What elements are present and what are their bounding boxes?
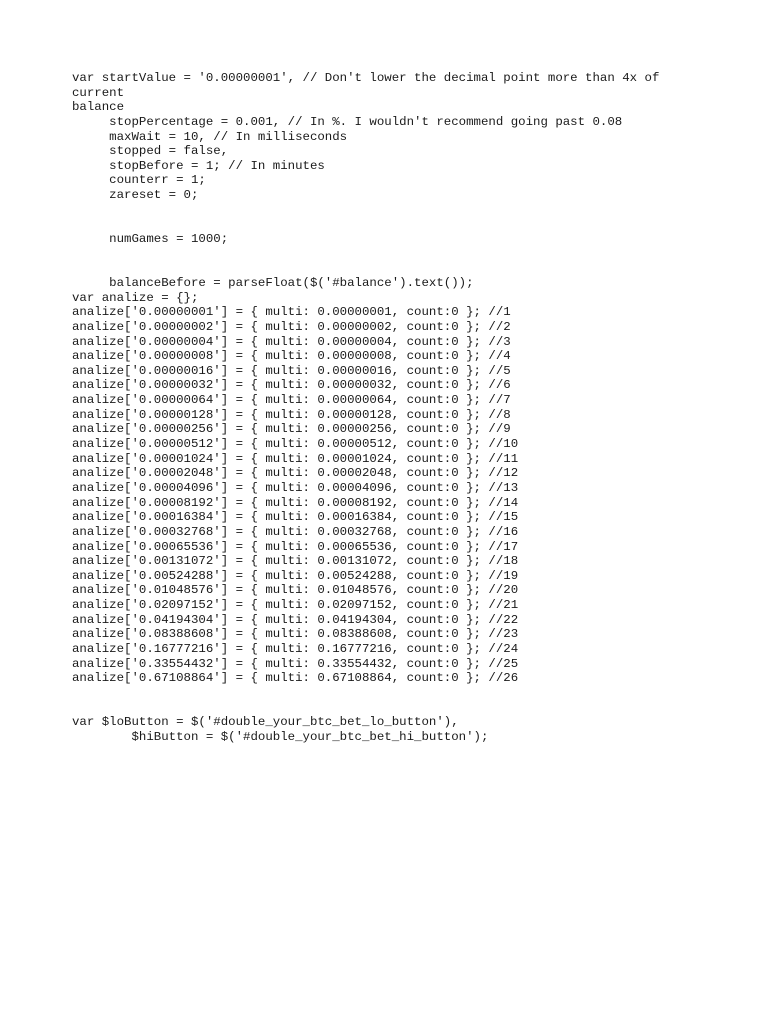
code-line (72, 217, 752, 232)
code-line: analize['0.00032768'] = { multi: 0.00032768, count:0 }; //16 (72, 524, 519, 539)
code-line: analize['0.00000064'] = { multi: 0.00000064, count:0 }; //7 (72, 393, 511, 408)
code-line: analize['0.01048576'] = { multi: 0.01048576, count:0 }; //20 (72, 583, 519, 598)
code-line: stopPercentage = 0.001, // In %. I wouldn't recommend going past 0.08 (72, 114, 623, 129)
code-line: zareset = 0; (72, 188, 199, 203)
code-line: $hiButton = $('#double_your_btc_bet_hi_button'); (72, 729, 489, 744)
code-line: analize['0.00008192'] = { multi: 0.00008192, count:0 }; //14 (72, 495, 519, 510)
code-line: analize['0.00000032'] = { multi: 0.00000032, count:0 }; //6 (72, 378, 511, 393)
code-line: analize['0.00001024'] = { multi: 0.00001024, count:0 }; //11 (72, 451, 519, 466)
code-line: numGames = 1000; (72, 232, 229, 247)
code-line: analize['0.00000256'] = { multi: 0.00000256, count:0 }; //9 (72, 422, 511, 437)
code-line: balanceBefore = parseFloat($('#balance').text()); (72, 275, 474, 290)
code-line: analize['0.08388608'] = { multi: 0.08388608, count:0 }; //23 (72, 627, 519, 642)
code-line: counterr = 1; (72, 173, 206, 188)
code-line: analize['0.33554432'] = { multi: 0.33554432, count:0 }; //25 (72, 656, 519, 671)
code-line (72, 701, 752, 716)
code-line: analize['0.00524288'] = { multi: 0.00524288, count:0 }; //19 (72, 568, 519, 583)
code-line: analize['0.00000002'] = { multi: 0.00000002, count:0 }; //2 (72, 319, 511, 334)
code-line (72, 686, 752, 701)
code-line: analize['0.00131072'] = { multi: 0.00131072, count:0 }; //18 (72, 554, 519, 569)
code-line: analize['0.00002048'] = { multi: 0.00002048, count:0 }; //12 (72, 466, 519, 481)
code-line: analize['0.00000016'] = { multi: 0.00000016, count:0 }; //5 (72, 363, 511, 378)
code-line: analize['0.00000512'] = { multi: 0.00000512, count:0 }; //10 (72, 437, 519, 452)
code-line: current (72, 85, 125, 100)
code-line: analize['0.00000001'] = { multi: 0.00000001, count:0 }; //1 (72, 305, 511, 320)
code-line: analize['0.00000004'] = { multi: 0.00000004, count:0 }; //3 (72, 334, 511, 349)
code-line: maxWait = 10, // In milliseconds (72, 129, 348, 144)
code-line: analize['0.16777216'] = { multi: 0.16777216, count:0 }; //24 (72, 641, 519, 656)
code-line: analize['0.00000008'] = { multi: 0.00000008, count:0 }; //4 (72, 349, 511, 364)
code-line: analize['0.00000128'] = { multi: 0.00000128, count:0 }; //8 (72, 407, 511, 422)
code-line: balance (72, 100, 125, 115)
code-line: stopped = false, (72, 144, 229, 159)
code-line (72, 247, 752, 262)
code-line: var analize = {}; (72, 290, 199, 305)
code-line: analize['0.00065536'] = { multi: 0.00065536, count:0 }; //17 (72, 539, 519, 554)
code-line: analize['0.04194304'] = { multi: 0.04194304, count:0 }; //22 (72, 612, 519, 627)
code-line: var startValue = '0.00000001', // Don't lower the decimal point more than 4x of (72, 71, 660, 85)
code-line: stopBefore = 1; // In minutes (72, 158, 325, 173)
code-listing (72, 71, 752, 744)
code-line: analize['0.02097152'] = { multi: 0.02097152, count:0 }; //21 (72, 598, 519, 613)
code-line: analize['0.00004096'] = { multi: 0.00004096, count:0 }; //13 (72, 480, 519, 495)
code-line: analize['0.00016384'] = { multi: 0.00016384, count:0 }; //15 (72, 510, 519, 525)
code-line (72, 261, 752, 276)
code-line (72, 203, 752, 218)
code-line: analize['0.67108864'] = { multi: 0.67108864, count:0 }; //26 (72, 671, 519, 686)
code-line: var $loButton = $('#double_your_btc_bet_lo_button'), (72, 715, 459, 730)
